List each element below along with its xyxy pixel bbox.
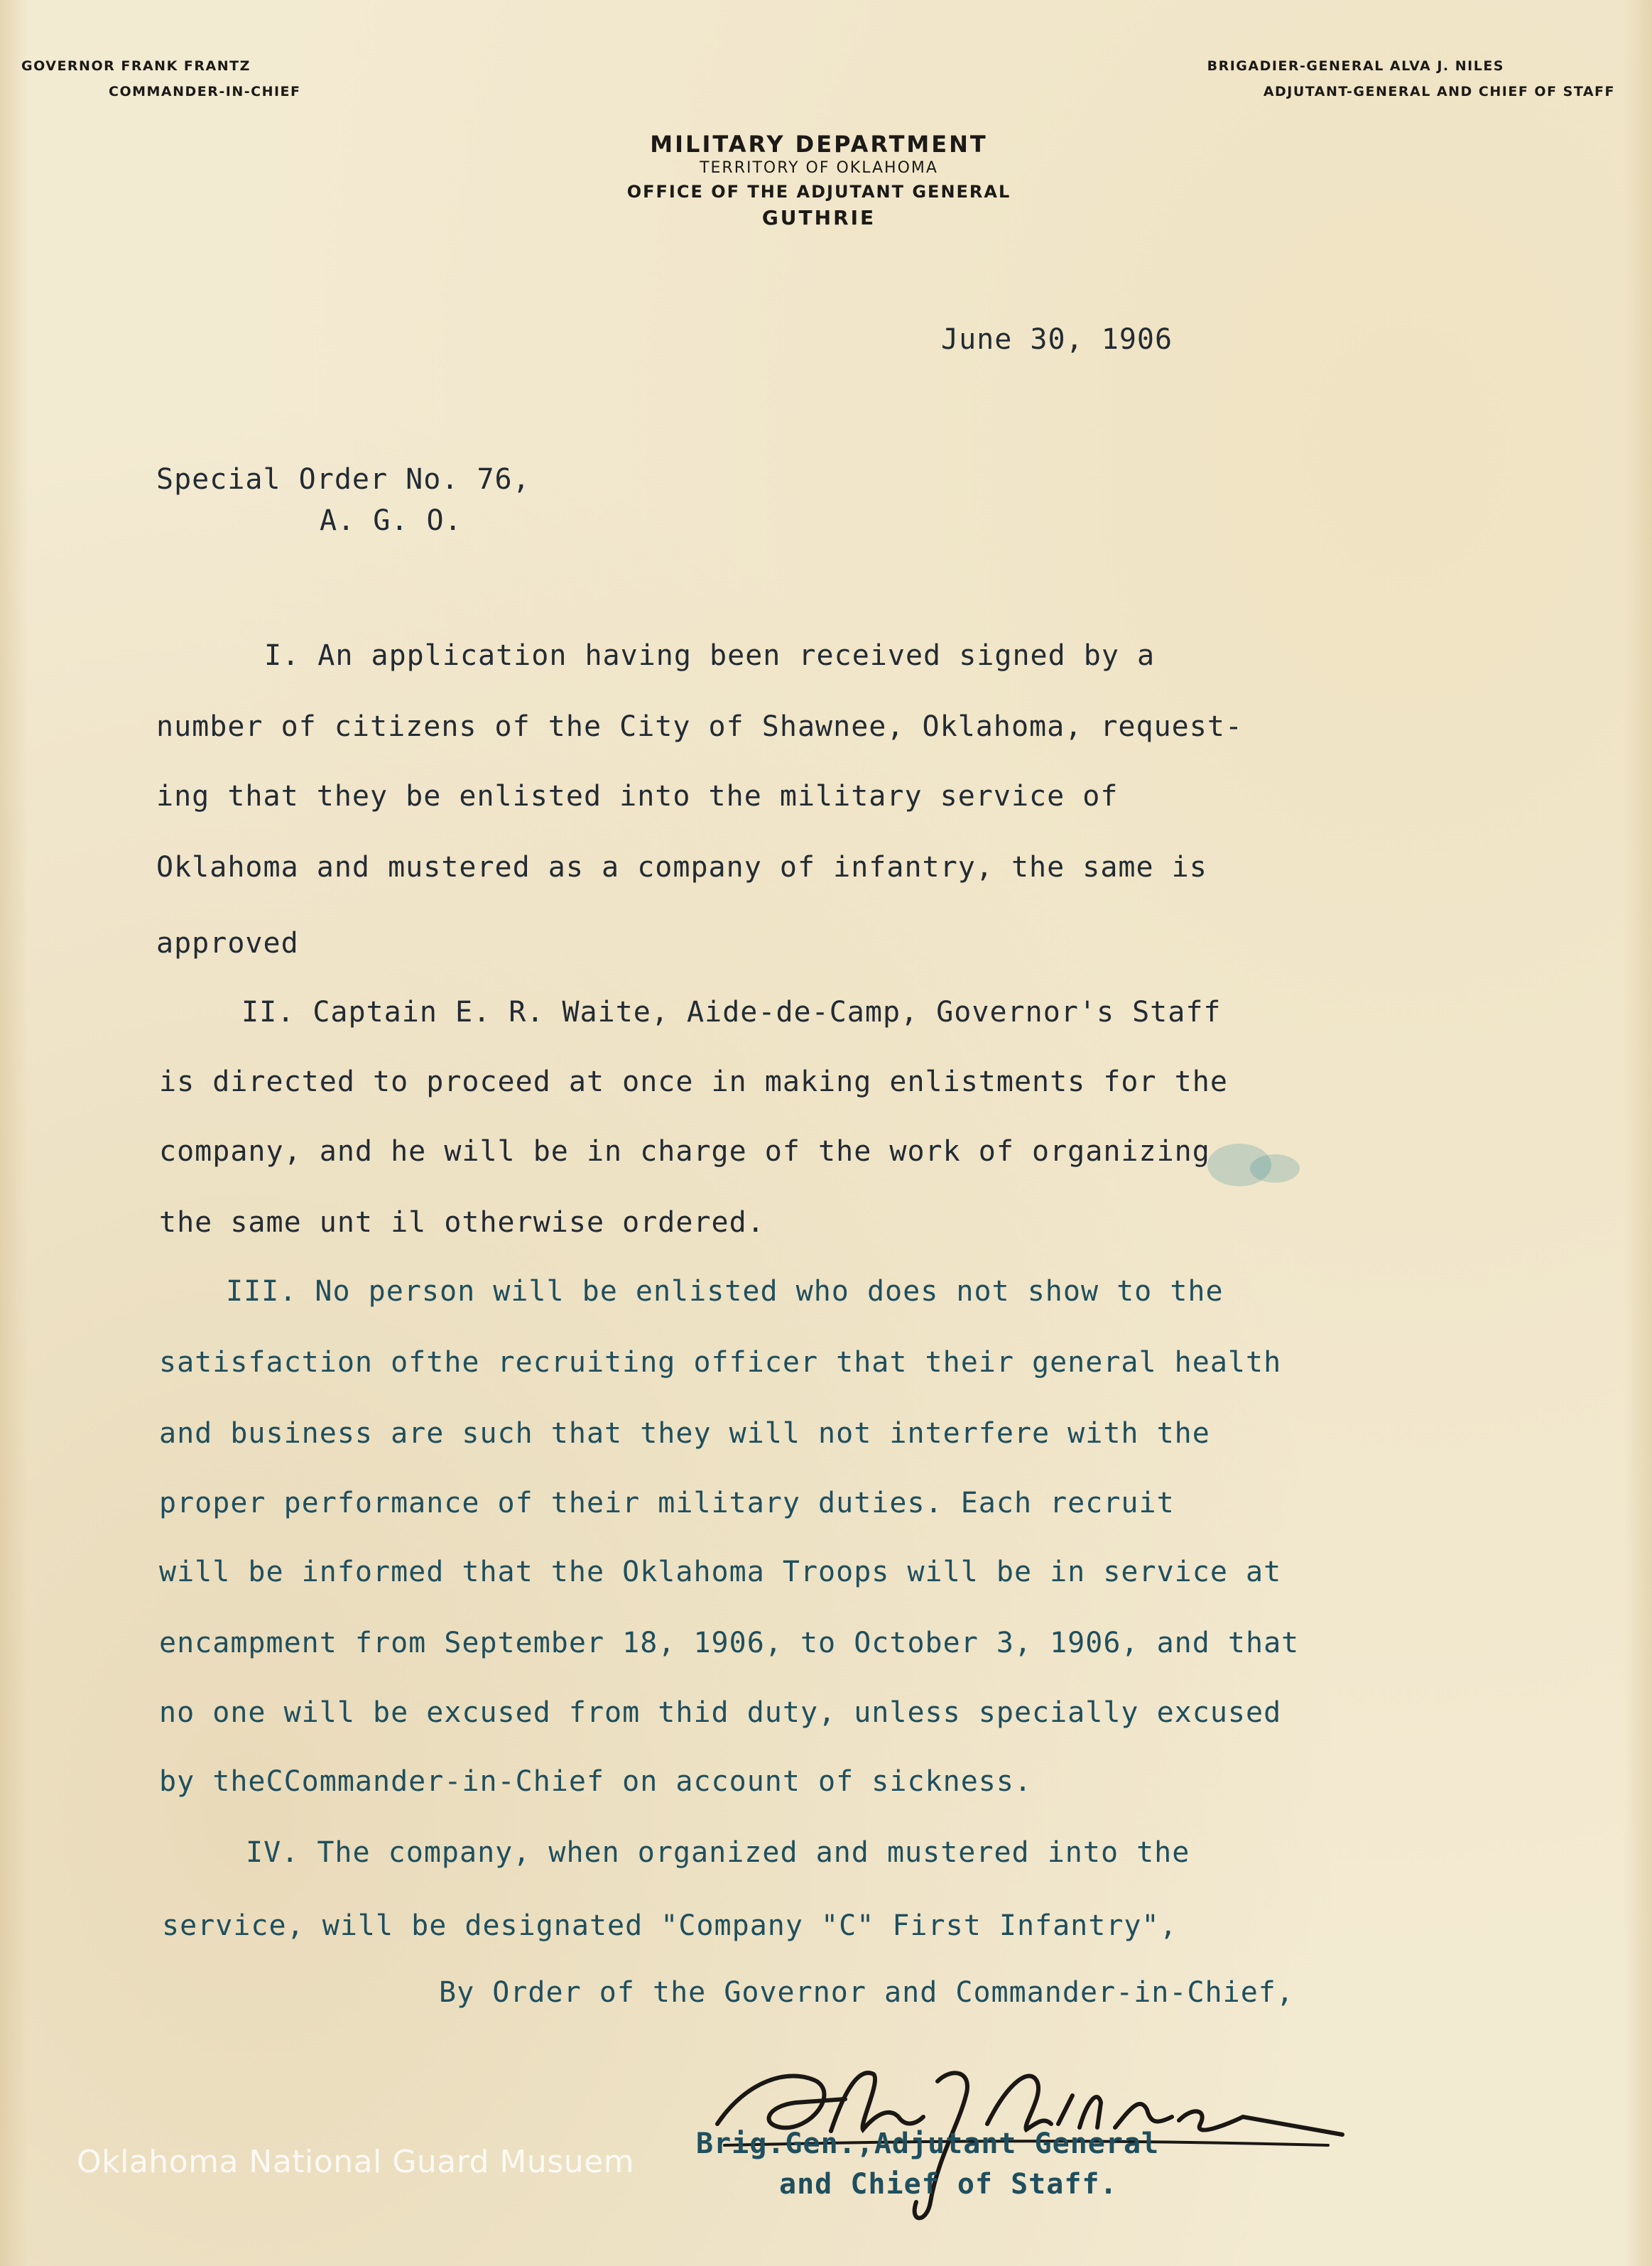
department-title: MILITARY DEPARTMENT xyxy=(650,131,988,158)
body-line: ing that they be enlisted into the military service of xyxy=(156,780,1119,813)
office-line: OFFICE OF THE ADJUTANT GENERAL xyxy=(626,182,1011,202)
body-line: Oklahoma and mustered as a company of infantry, the same is xyxy=(156,851,1207,884)
body-line: I. An application having been received signed by a xyxy=(264,639,1156,672)
body-line: II. Captain E. R. Waite, Aide-de-Camp, Governor's Staff xyxy=(241,996,1222,1029)
adjutant-name: BRIGADIER-GENERAL ALVA J. NILES xyxy=(1207,58,1504,74)
body-line: satisfaction ofthe recruiting officer that their general health xyxy=(159,1346,1282,1379)
body-line: the same unt il otherwise ordered. xyxy=(159,1206,765,1239)
body-line: will be informed that the Oklahoma Troops will be in service at xyxy=(159,1556,1282,1588)
signature-subtitle: and Chief of Staff. xyxy=(779,2168,1118,2201)
body-line: encampment from September 18, 1906, to October 3, 1906, and that xyxy=(159,1627,1300,1659)
adjutant-title: ADJUTANT-GENERAL AND CHIEF OF STAFF xyxy=(1263,84,1615,99)
body-line: III. No person will be enlisted who does not show to the xyxy=(226,1275,1224,1308)
city-line: GUTHRIE xyxy=(761,206,876,229)
body-line: by theCCommander-in-Chief on account of sickness. xyxy=(159,1765,1033,1798)
body-line: number of citizens of the City of Shawnee, Oklahoma, request- xyxy=(156,710,1244,743)
letter-date: June 30, 1906 xyxy=(941,323,1173,356)
body-line: is directed to proceed at once in making enlistments for the xyxy=(159,1066,1228,1098)
signature-title: Brig.Gen.,Adjutant General xyxy=(696,2127,1160,2160)
body-line: approved xyxy=(156,927,299,960)
body-line: company, and he will be in charge of the work of organizing xyxy=(159,1135,1210,1168)
governor-title: COMMANDER-IN-CHIEF xyxy=(109,84,301,99)
body-line: no one will be excused from thid duty, unless specially excused xyxy=(159,1696,1282,1729)
governor-name: GOVERNOR FRANK FRANTZ xyxy=(21,58,251,74)
body-line: proper performance of their military duties. Each recruit xyxy=(159,1487,1175,1519)
order-number: Special Order No. 76, xyxy=(156,463,531,496)
body-line: By Order of the Governor and Commander-in-Chief, xyxy=(439,1976,1294,2009)
territory-line: TERRITORY OF OKLAHOMA xyxy=(700,159,938,177)
body-line: service, will be designated "Company "C" First Infantry", xyxy=(162,1909,1178,1942)
body-line: and business are such that they will not interfere with the xyxy=(159,1417,1210,1450)
ink-smudge xyxy=(1250,1154,1300,1183)
museum-watermark: Oklahoma National Guard Musuem xyxy=(77,2144,635,2180)
body-line: IV. The company, when organized and mustered into the xyxy=(246,1836,1190,1869)
order-office: A. G. O. xyxy=(320,504,462,537)
